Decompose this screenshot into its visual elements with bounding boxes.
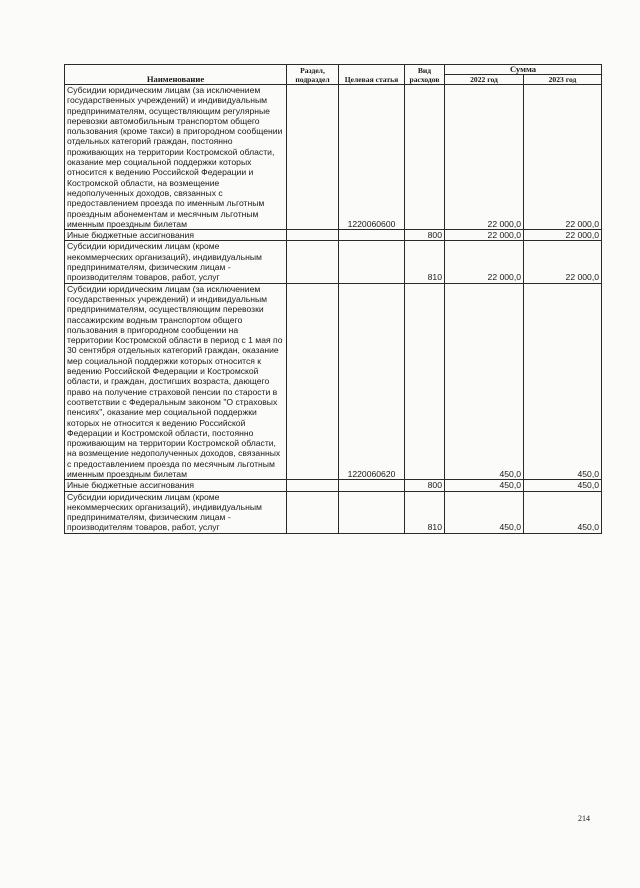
row-kind: 810 — [405, 491, 445, 533]
row-kind: 810 — [405, 241, 445, 283]
col-sum-header: Сумма — [445, 65, 602, 75]
row-sum-2022: 450,0 — [445, 491, 524, 533]
row-sum-2023: 22 000,0 — [524, 230, 602, 241]
row-kind: 800 — [405, 230, 445, 241]
table-row — [65, 283, 602, 480]
row-name: Иные бюджетные ассигнования — [65, 480, 287, 491]
row-name: Субсидии юридическим лицам (за исключением государственных учреждений) и индивидуальным предпринимателям, осуществляющим регулярные перевозки автомобильным транспортом общего пользования (кроме такси) в пригородном сообщении отдельных категорий граждан, постоянно проживающих на территории Костромской области, оказание мер социальной поддержки которых относится к ведению Российской Федерации и Костромской области, на возмещение недополученных доходов, связанных с предоставлением проезда по именным льготным проездным абонементам и месячным льготным именным проездным билетам — [65, 85, 287, 230]
row-sum-2023: 22 000,0 — [524, 241, 602, 283]
row-target — [339, 491, 405, 533]
table-header — [65, 65, 602, 85]
row-target — [339, 230, 405, 241]
row-target — [339, 480, 405, 491]
table-row — [65, 85, 602, 230]
row-section — [287, 480, 339, 491]
col-name-header: Наименование — [65, 65, 287, 85]
col-year-2022-header: 2022 год — [445, 75, 524, 85]
row-name: Субсидии юридическим лицам (кроме некоммерческих организаций), индивидуальным предпринимателям, физическим лицам - производителям товаров, работ, услуг — [65, 491, 287, 533]
row-section — [287, 491, 339, 533]
page-number: 214 — [578, 814, 590, 823]
row-sum-2022: 22 000,0 — [445, 85, 524, 230]
row-sum-2022: 450,0 — [445, 283, 524, 480]
row-sum-2022: 450,0 — [445, 480, 524, 491]
col-kind-header: Вид расходов — [405, 65, 445, 85]
table-row — [65, 491, 602, 533]
col-year-2023-header: 2023 год — [524, 75, 602, 85]
row-sum-2023: 450,0 — [524, 283, 602, 480]
row-name: Субсидии юридическим лицам (кроме некоммерческих организаций), индивидуальным предпринимателям, физическим лицам - производителям товаров, работ, услуг — [65, 241, 287, 283]
row-section — [287, 241, 339, 283]
row-sum-2022: 22 000,0 — [445, 230, 524, 241]
col-target-header: Целевая статья — [339, 65, 405, 85]
row-name: Субсидии юридическим лицам (за исключением государственных учреждений) и индивидуальным предпринимателям, осуществляющим перевозки пассажирским водным транспортом общего пользования в пригородном сообщении на территории Костромской области в период с 1 мая по 30 сентября отдельных категорий граждан, оказание мер социальной поддержки которых относится к ведению Российской Федерации и Костромской области, и граждан, достигших возраста, дающего право на получение страховой пенсии по старости в соответствии с Федеральным законом "О страховых пенсиях", оказание мер социальной поддержки которых не относится к ведению Российской Федерации и Костромской области, постоянно проживающим на территории Костромской области, на возмещение недополученных доходов, связанных с предоставлением проезда по месячным льготным именным проездным билетам — [65, 283, 287, 480]
table-row — [65, 480, 602, 491]
row-kind — [405, 85, 445, 230]
row-sum-2022: 22 000,0 — [445, 241, 524, 283]
table-row — [65, 230, 602, 241]
row-target: 1220060600 — [339, 85, 405, 230]
row-sum-2023: 450,0 — [524, 491, 602, 533]
budget-table — [64, 64, 602, 534]
row-target: 1220060620 — [339, 283, 405, 480]
row-section — [287, 230, 339, 241]
row-kind — [405, 283, 445, 480]
row-sum-2023: 450,0 — [524, 480, 602, 491]
row-target — [339, 241, 405, 283]
row-section — [287, 85, 339, 230]
row-name: Иные бюджетные ассигнования — [65, 230, 287, 241]
row-sum-2023: 22 000,0 — [524, 85, 602, 230]
table-row — [65, 241, 602, 283]
row-section — [287, 283, 339, 480]
row-kind: 800 — [405, 480, 445, 491]
col-section-header: Раздел, подраздел — [287, 65, 339, 85]
